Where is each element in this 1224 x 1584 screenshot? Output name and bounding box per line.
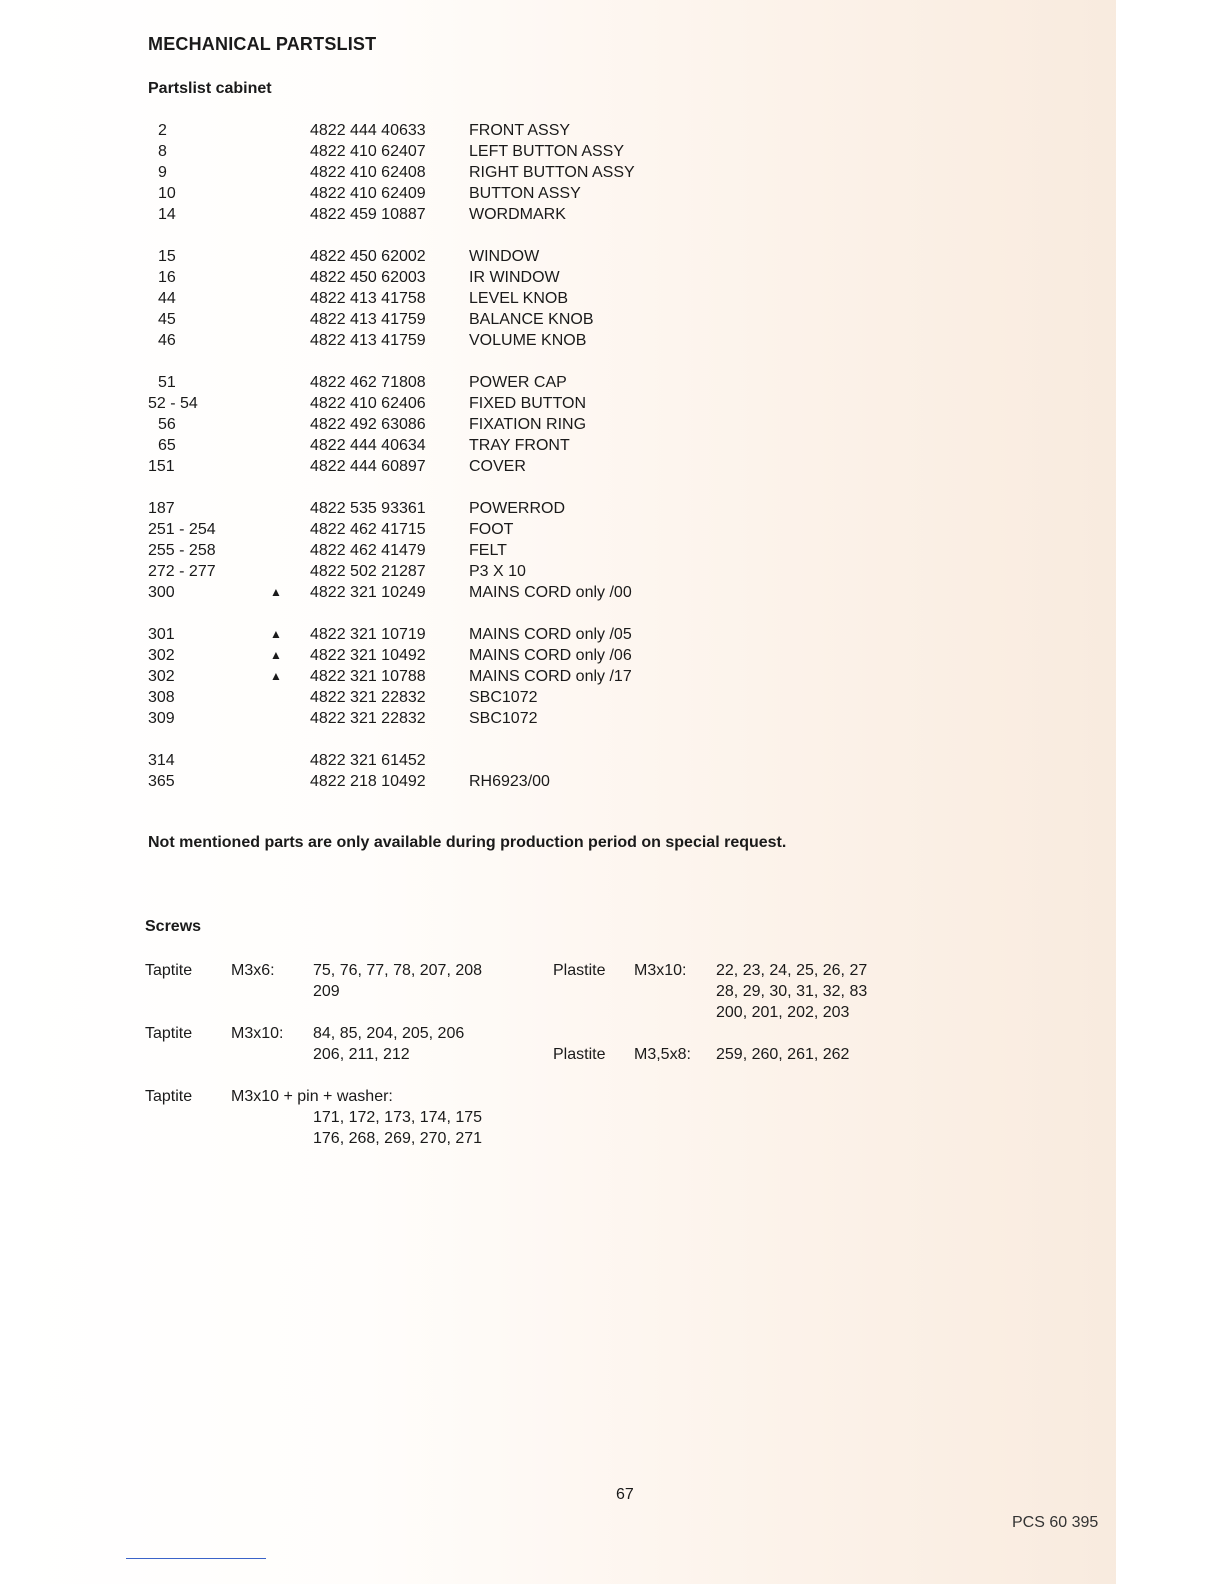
part-description: FELT — [469, 542, 507, 559]
screw-entry — [553, 960, 913, 1023]
part-row — [148, 519, 708, 540]
part-code: 4822 321 10719 — [310, 626, 426, 643]
safety-warning-icon: ▲ — [270, 585, 282, 599]
part-description: MAINS CORD only /00 — [469, 584, 632, 601]
part-position: 45 — [158, 311, 176, 328]
part-position: 302 — [148, 647, 175, 664]
part-row — [148, 393, 708, 414]
part-description: COVER — [469, 458, 526, 475]
screw-entry — [145, 1023, 525, 1065]
part-position: 44 — [158, 290, 176, 307]
part-description: LEVEL KNOB — [469, 290, 569, 307]
part-description: BUTTON ASSY — [469, 185, 581, 202]
part-row — [148, 498, 708, 519]
part-position: 46 — [158, 332, 176, 349]
screw-positions — [716, 1044, 849, 1065]
screw-entry — [145, 1086, 525, 1149]
part-description: FRONT ASSY — [469, 122, 571, 139]
part-description: P3 X 10 — [469, 563, 526, 580]
part-position: 9 — [158, 164, 167, 181]
part-row — [148, 540, 708, 561]
part-code: 4822 413 41759 — [310, 311, 426, 328]
part-position: 8 — [158, 143, 167, 160]
availability-note: Not mentioned parts are only available during production period on special request. — [148, 834, 787, 851]
part-position: 187 — [148, 500, 175, 517]
part-description: SBC1072 — [469, 710, 538, 727]
part-row — [148, 435, 708, 456]
part-code: 4822 321 10788 — [310, 668, 426, 685]
part-description: IR WINDOW — [469, 269, 560, 286]
safety-warning-icon: ▲ — [270, 669, 282, 683]
part-position: 365 — [148, 773, 175, 790]
part-row — [148, 309, 708, 330]
part-description: MAINS CORD only /06 — [469, 647, 632, 664]
part-description: SBC1072 — [469, 689, 538, 706]
screw-positions-line: 209 — [313, 983, 340, 1000]
part-row — [148, 246, 708, 267]
part-row — [148, 666, 708, 687]
screw-positions-line: 28, 29, 30, 31, 32, 83 — [716, 983, 868, 1000]
part-row — [148, 708, 708, 729]
part-position: 56 — [158, 416, 176, 433]
part-row — [148, 267, 708, 288]
part-description: POWER CAP — [469, 374, 567, 391]
screw-positions-line: 171, 172, 173, 174, 175 — [313, 1109, 483, 1126]
part-code: 4822 218 10492 — [310, 773, 426, 790]
part-row — [148, 141, 708, 162]
screw-type: Taptite — [145, 1088, 193, 1105]
screw-size: M3,5x8: — [634, 1046, 691, 1063]
part-description: POWERROD — [469, 500, 565, 517]
part-code: 4822 444 60897 — [310, 458, 426, 475]
part-code: 4822 459 10887 — [310, 206, 426, 223]
part-description: RIGHT BUTTON ASSY — [469, 164, 635, 181]
part-position: 52 - 54 — [148, 395, 198, 412]
screw-positions-line: 84, 85, 204, 205, 206 — [313, 1025, 465, 1042]
screw-positions — [313, 1107, 482, 1149]
part-position: 16 — [158, 269, 176, 286]
part-row — [148, 582, 708, 603]
part-description: LEFT BUTTON ASSY — [469, 143, 625, 160]
part-position: 65 — [158, 437, 176, 454]
part-code: 4822 321 61452 — [310, 752, 426, 769]
part-position: 272 - 277 — [148, 563, 216, 580]
screw-positions-line: 200, 201, 202, 203 — [716, 1004, 850, 1021]
part-row — [148, 330, 708, 351]
screw-positions-line: 176, 268, 269, 270, 271 — [313, 1130, 483, 1147]
part-code: 4822 321 22832 — [310, 710, 426, 727]
safety-warning-icon: ▲ — [270, 627, 282, 641]
part-description: MAINS CORD only /17 — [469, 668, 632, 685]
part-description: TRAY FRONT — [469, 437, 570, 454]
part-code: 4822 413 41759 — [310, 332, 426, 349]
bottom-rule-line — [126, 1558, 266, 1559]
part-row — [148, 456, 708, 477]
part-description: FIXATION RING — [469, 416, 587, 433]
part-code: 4822 502 21287 — [310, 563, 426, 580]
screw-type: Plastite — [553, 962, 606, 979]
part-position: 300 — [148, 584, 175, 601]
part-row — [148, 771, 708, 792]
part-row — [148, 183, 708, 204]
part-position: 255 - 258 — [148, 542, 216, 559]
part-code: 4822 321 10249 — [310, 584, 426, 601]
screw-size: M3x6: — [231, 962, 275, 979]
part-row — [148, 120, 708, 141]
part-description: FIXED BUTTON — [469, 395, 587, 412]
page-title: MECHANICAL PARTSLIST — [148, 34, 377, 54]
part-row — [148, 414, 708, 435]
part-code: 4822 444 40633 — [310, 122, 426, 139]
screw-size: M3x10 + pin + washer: — [231, 1088, 393, 1105]
section-title-screws: Screws — [145, 918, 202, 935]
part-position: 151 — [148, 458, 175, 475]
screw-size: M3x10: — [231, 1025, 284, 1042]
screw-positions — [313, 1023, 464, 1065]
part-code: 4822 410 62406 — [310, 395, 426, 412]
screw-positions — [716, 960, 867, 1023]
part-position: 10 — [158, 185, 176, 202]
part-description: MAINS CORD only /05 — [469, 626, 632, 643]
screw-entry — [145, 960, 525, 1002]
part-code: 4822 410 62407 — [310, 143, 426, 160]
part-row — [148, 687, 708, 708]
part-description: BALANCE KNOB — [469, 311, 594, 328]
part-position: 14 — [158, 206, 176, 223]
part-position: 301 — [148, 626, 175, 643]
part-code: 4822 321 10492 — [310, 647, 426, 664]
part-code: 4822 450 62003 — [310, 269, 426, 286]
screw-entry — [553, 1044, 913, 1065]
part-row — [148, 372, 708, 393]
part-description: RH6923/00 — [469, 773, 550, 790]
screw-positions-line: 206, 211, 212 — [313, 1046, 410, 1063]
part-code: 4822 492 63086 — [310, 416, 426, 433]
part-description: WORDMARK — [469, 206, 566, 223]
document-code: PCS 60 395 — [1012, 1514, 1099, 1531]
part-code: 4822 321 22832 — [310, 689, 426, 706]
part-code: 4822 462 41715 — [310, 521, 426, 538]
part-code: 4822 410 62408 — [310, 164, 426, 181]
part-description: WINDOW — [469, 248, 540, 265]
part-position: 302 — [148, 668, 175, 685]
part-code: 4822 535 93361 — [310, 500, 426, 517]
screw-positions-line: 22, 23, 24, 25, 26, 27 — [716, 962, 868, 979]
part-position: 308 — [148, 689, 175, 706]
part-code: 4822 413 41758 — [310, 290, 426, 307]
part-position: 15 — [158, 248, 176, 265]
part-position: 51 — [158, 374, 176, 391]
screw-size: M3x10: — [634, 962, 687, 979]
part-row — [148, 204, 708, 225]
part-description: VOLUME KNOB — [469, 332, 587, 349]
part-position: 309 — [148, 710, 175, 727]
screw-positions-line: 259, 260, 261, 262 — [716, 1046, 850, 1063]
part-row — [148, 561, 708, 582]
part-code: 4822 450 62002 — [310, 248, 426, 265]
safety-warning-icon: ▲ — [270, 648, 282, 662]
part-row — [148, 624, 708, 645]
part-position: 314 — [148, 752, 175, 769]
part-row — [148, 645, 708, 666]
part-position: 251 - 254 — [148, 521, 216, 538]
part-row — [148, 288, 708, 309]
page-number: 67 — [616, 1486, 634, 1503]
part-code: 4822 462 71808 — [310, 374, 426, 391]
part-position: 2 — [158, 122, 167, 139]
screw-type: Taptite — [145, 1025, 193, 1042]
part-code: 4822 410 62409 — [310, 185, 426, 202]
screw-positions-line: 75, 76, 77, 78, 207, 208 — [313, 962, 483, 979]
screw-type: Plastite — [553, 1046, 606, 1063]
parts-table — [148, 120, 708, 792]
screw-type: Taptite — [145, 962, 193, 979]
part-row — [148, 162, 708, 183]
part-description: FOOT — [469, 521, 514, 538]
part-code: 4822 444 40634 — [310, 437, 426, 454]
section-title-cabinet: Partslist cabinet — [148, 80, 272, 97]
part-row — [148, 750, 708, 771]
screw-positions — [313, 960, 482, 1002]
part-code: 4822 462 41479 — [310, 542, 426, 559]
